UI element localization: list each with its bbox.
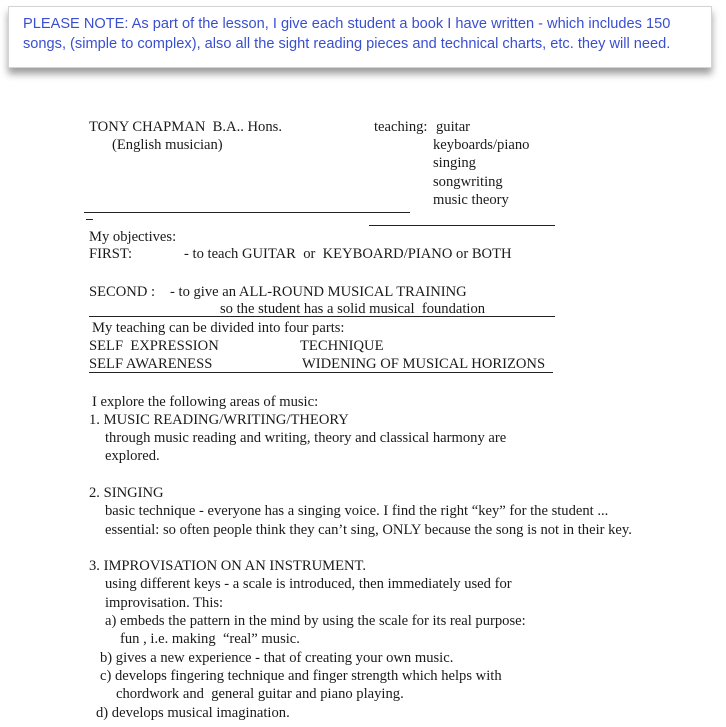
- note-line-1: PLEASE NOTE: As part of the lesson, I give each student a book I have written - which includes 150: [23, 16, 671, 32]
- section-2-line-2: essential: so often people think they can’t sing, ONLY because the song is not in their key.: [105, 522, 632, 538]
- first-label: FIRST:: [89, 246, 133, 262]
- section-3-item-a-2: fun , i.e. making “real” music.: [120, 631, 300, 647]
- second-text: - to give an ALL-ROUND MUSICAL TRAINING: [170, 284, 467, 300]
- areas-intro: I explore the following areas of music:: [92, 394, 319, 410]
- section-1-line-1: through music reading and writing, theory and classical harmony are: [105, 430, 507, 446]
- parts-divider: [89, 372, 553, 373]
- header-divider-right: [369, 225, 555, 226]
- part-self-expression: SELF EXPRESSION: [89, 338, 219, 354]
- parts-intro: My teaching can be divided into four parts:: [92, 320, 345, 336]
- objectives-heading: My objectives:: [89, 229, 177, 245]
- subject-guitar: guitar: [436, 119, 471, 135]
- header-divider-mark: [86, 219, 93, 220]
- section-1-line-2: explored.: [105, 448, 160, 464]
- teaching-label: teaching:: [374, 119, 428, 135]
- header-divider-left: [84, 212, 410, 213]
- subject-keyboards: keyboards/piano: [433, 137, 530, 153]
- section-3-item-c-2: chordwork and general guitar and piano playing.: [116, 686, 404, 702]
- subject-singing: singing: [433, 155, 476, 171]
- section-3-line-1: using different keys - a scale is introduced, then immediately used for: [105, 576, 512, 592]
- section-2-title: 2. SINGING: [89, 485, 164, 501]
- teacher-name: TONY CHAPMAN B.A.. Hons.: [89, 119, 282, 135]
- section-1-title: 1. MUSIC READING/WRITING/THEORY: [89, 412, 349, 428]
- second-label: SECOND :: [89, 284, 156, 300]
- section-3-item-a-1: a) embeds the pattern in the mind by using the scale for its real purpose:: [105, 613, 526, 629]
- section-3-title: 3. IMPROVISATION ON AN INSTRUMENT.: [89, 558, 367, 574]
- first-text: - to teach GUITAR or KEYBOARD/PIANO or BOTH: [184, 246, 512, 262]
- note-line-2: songs, (simple to complex), also all the sight reading pieces and technical charts, etc. they will need.: [23, 35, 671, 52]
- section-3-item-b: b) gives a new experience - that of creating your own music.: [100, 650, 454, 666]
- section-3-item-c-1: c) develops fingering technique and finger strength which helps with: [100, 668, 502, 684]
- part-self-awareness: SELF AWARENESS: [89, 356, 213, 372]
- teacher-subtitle: (English musician): [112, 137, 223, 153]
- section-2-line-1: basic technique - everyone has a singing voice. I find the right “key” for the student ...: [105, 503, 609, 519]
- part-technique: TECHNIQUE: [300, 338, 384, 354]
- section-3-item-d: d) develops musical imagination.: [96, 705, 290, 721]
- section-3-line-2: improvisation. This:: [105, 595, 224, 611]
- second-continuation: so the student has a solid musical foundation: [220, 301, 486, 317]
- part-widening-horizons: WIDENING OF MUSICAL HORIZONS: [302, 356, 546, 372]
- subject-theory: music theory: [433, 192, 509, 208]
- objectives-divider: [89, 316, 555, 317]
- lesson-note-banner: [8, 6, 712, 68]
- subject-songwriting: songwriting: [433, 174, 503, 190]
